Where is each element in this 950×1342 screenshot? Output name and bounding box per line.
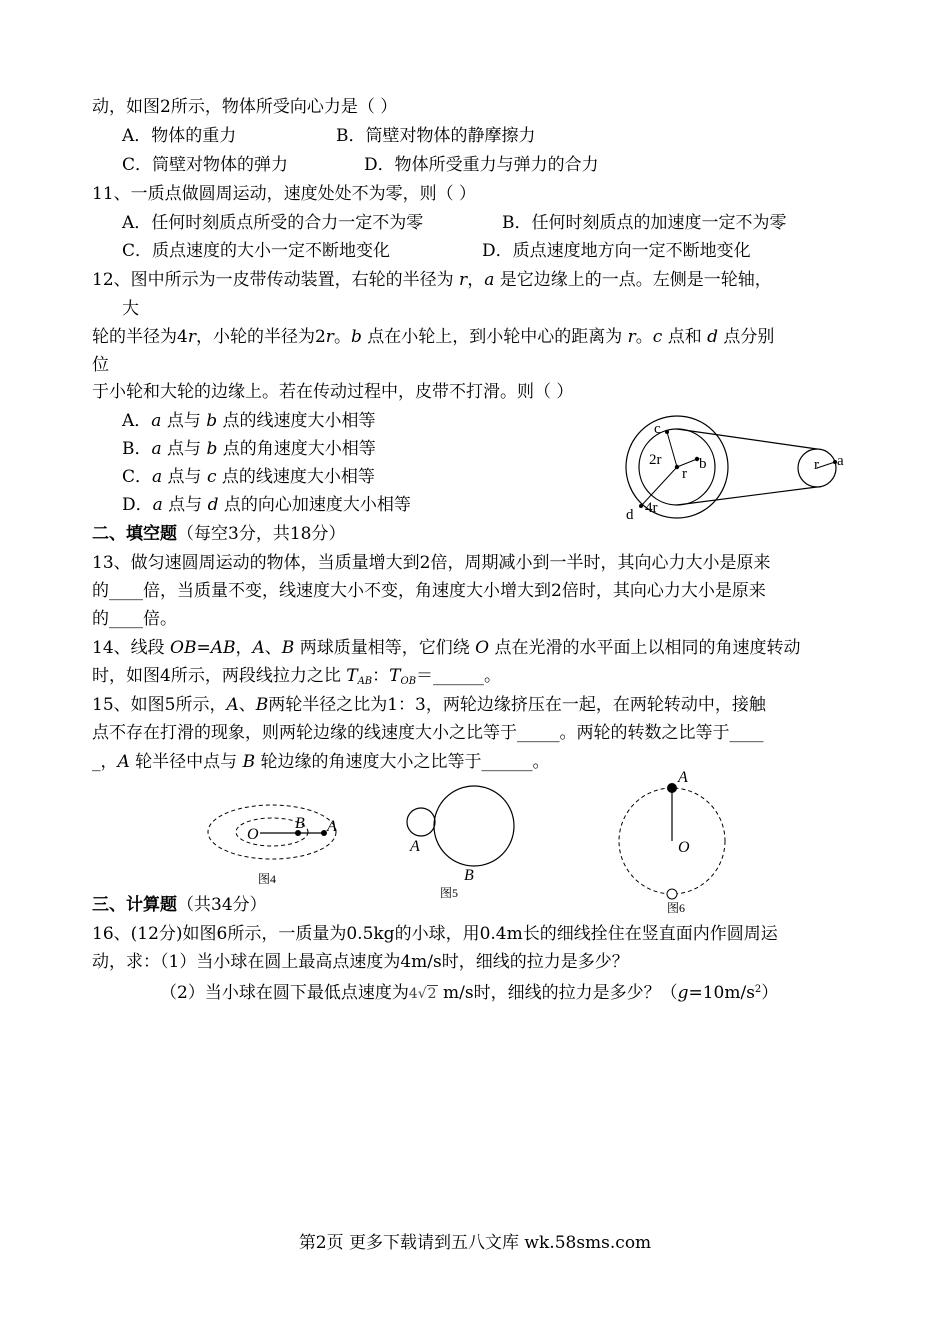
q11-option-c: C．质点速度的大小一定不断地变化 <box>122 241 391 261</box>
q14-line1: 14、线段 OB=AB，A、B 两球质量相等，它们绕 O 点在光滑的水平面上以相同的角速度转动 <box>92 638 801 658</box>
belt-transmission-figure <box>615 415 855 525</box>
label-a: a <box>837 453 844 469</box>
q12-option-d: D．a 点与 d 点的向心加速度大小相等 <box>122 495 411 515</box>
q16-line3: （2）当小球在圆下最低点速度为4√2 m/s时，细线的拉力是多少？$(g=10m/s^2)$ <box>160 983 779 1003</box>
q12-stem-line4: 位 <box>92 355 109 375</box>
fig6-label-a: A <box>678 769 688 786</box>
q16-line1: 16、(12分)如图6所示，一质量为0.5kg的小球，用0.4m长的细线拴住在竖直面内作圆周运 <box>92 924 778 944</box>
label-d: d <box>626 507 634 523</box>
q13-line2: 的____倍，当质量不变，线速度大小不变，角速度大小增大到2倍时，其向心力大小是原来 <box>92 581 766 601</box>
q10-option-b: B．筒壁对物体的静摩擦力 <box>336 126 536 146</box>
q15-line2: 点不存在打滑的现象，则两轮边缘的线速度大小之比等于_____。两轮的转数之比等于____ <box>92 723 764 743</box>
radius-2r <box>667 432 677 467</box>
wheel-a <box>407 808 435 836</box>
figure-5 <box>400 775 530 900</box>
q10-option-a: A．物体的重力 <box>122 126 237 146</box>
q12-stem-line2: 大 <box>122 299 139 319</box>
q10-option-d: D．物体所受重力与弹力的合力 <box>364 155 599 175</box>
point-c <box>665 430 669 434</box>
section-3-heading: 三、计算题（共34分） <box>92 895 267 915</box>
fig4-label-o: O <box>247 826 259 843</box>
q15-line3: _，A 轮半径中点与 B 轮边缘的角速度大小之比等于______。 <box>92 752 550 772</box>
figure-6 <box>605 765 735 915</box>
label-r: r <box>682 466 687 482</box>
orbit-outer <box>208 805 336 859</box>
sqrt-expression: 4√2 <box>408 986 437 1002</box>
fig6-label-o: O <box>678 839 690 856</box>
q10-stem: 动，如图2所示，物体所受向心力是（ ） <box>92 97 398 117</box>
radius-b <box>677 459 697 467</box>
label-b: b <box>699 456 707 472</box>
fig4-label-b: B <box>295 815 305 832</box>
point-d <box>639 504 643 508</box>
axle-center <box>675 465 679 469</box>
radius-r <box>817 462 835 468</box>
fig4-label-a: A <box>327 818 337 835</box>
q12-stem-line5: 于小轮和大轮的边缘上。若在传动过程中，皮带不打滑。则（ ） <box>92 382 574 402</box>
ball-top <box>667 783 677 793</box>
label-4r: 4r <box>645 500 658 516</box>
q15-line1: 15、如图5所示，A、B两轮半径之比为1：3，两轮边缘挤压在一起，在两轮转动中，接触 <box>92 695 766 715</box>
page-footer: 第2页 更多下载请到五八文库 wk.58sms.com <box>298 1233 652 1253</box>
q12-option-c: C．a 点与 c 点的线速度大小相等 <box>122 467 375 487</box>
q13-line3: 的____倍。 <box>92 609 177 629</box>
belt-bottom <box>677 487 817 505</box>
q14-line2: 时，如图4所示，两段线拉力之比 $T_{AB}$：$T_{OB}=\_\_\_\_\_\_$。 <box>92 666 502 687</box>
fig6-caption: 图6 <box>667 901 686 915</box>
q11-option-a: A．任何时刻质点所受的合力一定不为零 <box>122 213 424 233</box>
q11-option-d: D．质点速度地方向一定不断地变化 <box>482 241 751 261</box>
figure-4 <box>200 795 370 890</box>
ball-bottom <box>667 889 677 899</box>
q16-line2: 动，求：（1）当小球在圆上最高点速度为4m/s时，细线的拉力是多少？ <box>92 952 629 972</box>
q12-stem-line3: 轮的半径为4r，小轮的半径为2r。b 点在小轮上，到小轮中心的距离为 r。c 点和 d 点分别 <box>92 327 775 347</box>
q10-option-c: C．筒壁对物体的弹力 <box>122 155 289 175</box>
fig5-caption: 图5 <box>440 886 459 900</box>
q13-line1: 13、做匀速圆周运动的物体，当质量增大到2倍，周期减小到一半时，其向心力大小是原来 <box>92 553 771 573</box>
fig5-label-a: A <box>410 838 420 855</box>
fig5-label-b: B <box>464 867 474 884</box>
belt-top <box>677 429 817 449</box>
label-c: c <box>654 421 661 437</box>
q12-option-b: B．a 点与 b 点的角速度大小相等 <box>122 439 376 459</box>
wheel-b <box>434 786 514 866</box>
q12-stem-line1: 12、图中所示为一皮带传动装置，右轮的半径为 r，a 是它边缘上的一点。左侧是一轮轴， <box>92 270 772 290</box>
q11-stem: 11、一质点做圆周运动，速度处处不为零，则（ ） <box>92 184 477 204</box>
section-2-heading: 二、填空题（每空3分，共18分） <box>92 524 346 544</box>
q11-option-b: B．任何时刻质点的加速度一定不为零 <box>502 213 787 233</box>
q12-option-a: A．a 点与 b 点的线速度大小相等 <box>122 411 376 431</box>
label-2r: 2r <box>649 452 662 468</box>
fig4-caption: 图4 <box>258 872 277 886</box>
label-r-small: r <box>814 457 819 473</box>
